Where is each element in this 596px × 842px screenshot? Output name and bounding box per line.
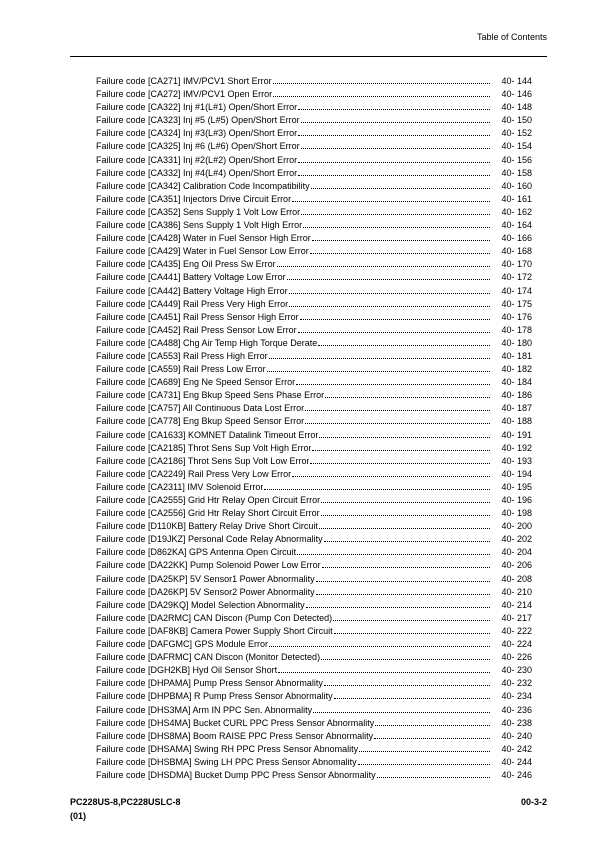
toc-entry[interactable]	[96, 468, 532, 481]
toc-entry-page: 40- 148	[501, 102, 532, 113]
toc-entry-title: Failure code [CA451] Rail Press Sensor High Error	[96, 311, 299, 322]
toc-entry[interactable]	[96, 704, 532, 717]
toc-dot-leader	[277, 260, 490, 267]
toc-entry-title: Failure code [CA2556] Grid Htr Relay Short Circuit Error	[96, 508, 320, 519]
toc-dot-leader	[319, 431, 490, 438]
toc-entry-page: 40- 232	[501, 678, 532, 689]
toc-entry-title: Failure code [DA22KK] Pump Solenoid Power Low Error	[96, 560, 321, 571]
toc-dot-leader	[319, 522, 490, 529]
toc-dot-leader	[316, 575, 490, 582]
toc-dot-leader	[321, 496, 490, 503]
toc-entry-title: Failure code [D110KB] Battery Relay Drive Short Circuit	[96, 521, 318, 532]
toc-entry[interactable]	[96, 350, 532, 363]
toc-entry-title: Failure code [CA2311] IMV Solenoid Error	[96, 481, 264, 492]
toc-entry-page: 40- 154	[501, 141, 532, 152]
toc-entry[interactable]	[96, 415, 532, 428]
toc-entry[interactable]	[96, 507, 532, 520]
toc-entry[interactable]	[96, 88, 532, 101]
toc-entry-page: 40- 174	[501, 285, 532, 296]
toc-dot-leader	[313, 706, 490, 713]
toc-entry-page: 40- 166	[501, 233, 532, 244]
toc-entry[interactable]	[96, 75, 532, 88]
toc-dot-leader	[333, 614, 490, 621]
toc-entry[interactable]	[96, 756, 532, 769]
toc-entry-page: 40- 144	[501, 76, 532, 86]
toc-entry-title: Failure code [CA2555] Grid Htr Relay Open Circuit Error	[96, 495, 321, 505]
toc-entry-page: 40- 150	[501, 115, 532, 126]
toc-entry-title: Failure code [CA352] Sens Supply 1 Volt Low Error	[96, 206, 301, 217]
toc-entry-page: 40- 204	[501, 547, 532, 558]
toc-entry-title: Failure code [CA689] Eng Ne Speed Sensor Error	[96, 377, 296, 388]
toc-entry[interactable]	[96, 219, 532, 232]
toc-entry-page: 40- 208	[501, 573, 532, 584]
toc-dot-leader	[334, 627, 490, 634]
toc-dot-leader	[321, 509, 490, 516]
toc-entry-page: 40- 184	[501, 377, 532, 388]
page-header-title: Table of Contents	[476, 32, 547, 42]
toc-entry-page: 40- 244	[501, 756, 532, 767]
toc-dot-leader	[273, 77, 490, 84]
toc-entry[interactable]	[96, 206, 532, 219]
toc-dot-leader	[298, 156, 490, 163]
toc-entry-title: Failure code [DHSDMA] Bucket Dump PPC Press Sensor Abnormality	[96, 769, 376, 780]
toc-entry[interactable]	[96, 455, 532, 468]
toc-dot-leader	[322, 561, 490, 568]
toc-entry[interactable]	[96, 311, 532, 324]
toc-dot-leader	[298, 129, 490, 136]
toc-entry-title: Failure code [CA731] Eng Bkup Speed Sens Phase Error	[96, 390, 325, 401]
toc-entry[interactable]	[96, 389, 532, 402]
toc-dot-leader	[310, 247, 490, 254]
toc-entry-page: 40- 158	[501, 167, 532, 178]
toc-entry-page: 40- 178	[501, 324, 532, 335]
toc-entry[interactable]	[96, 232, 532, 245]
toc-entry-title: Failure code [CA272] IMV/PCV1 Open Error	[96, 89, 273, 100]
toc-entry-page: 40- 164	[501, 220, 532, 231]
toc-entry-page: 40- 172	[501, 272, 532, 283]
toc-entry[interactable]	[96, 546, 532, 559]
toc-entry-title: Failure code [CA325] Inj #6 (L#6) Open/Short Error	[96, 141, 300, 152]
toc-dot-leader	[269, 352, 490, 359]
toc-entry-title: Failure code [DA2RMC] CAN Discon (Pump Con Detected)	[96, 612, 333, 623]
toc-entry[interactable]	[96, 337, 532, 350]
toc-dot-leader	[298, 326, 490, 333]
toc-dot-leader	[324, 679, 490, 686]
toc-dot-leader	[297, 548, 490, 555]
toc-entry-page: 40- 236	[501, 704, 532, 715]
toc-dot-leader	[324, 535, 490, 542]
toc-dot-leader	[374, 732, 490, 739]
toc-dot-leader	[287, 273, 490, 280]
toc-dot-leader	[298, 103, 490, 110]
toc-dot-leader	[301, 142, 490, 149]
toc-entry[interactable]	[96, 573, 532, 586]
toc-entry-page: 40- 188	[501, 416, 532, 427]
toc-dot-leader	[321, 653, 490, 660]
toc-dot-leader	[267, 365, 490, 372]
toc-entry[interactable]	[96, 730, 532, 743]
toc-entry-title: Failure code [CA271] IMV/PCV1 Short Error	[96, 76, 272, 86]
toc-entry[interactable]	[96, 559, 532, 572]
toc-dot-leader	[377, 771, 490, 778]
toc-dot-leader	[375, 719, 490, 726]
toc-entry[interactable]	[96, 402, 532, 415]
toc-dot-leader	[264, 483, 490, 490]
toc-entry-title: Failure code [CA322] Inj #1(L#1) Open/Short Error	[96, 102, 298, 113]
toc-dot-leader	[289, 300, 490, 307]
toc-entry-title: Failure code [CA2186] Throt Sens Sup Volt Low Error	[96, 455, 310, 466]
toc-dot-leader	[300, 313, 490, 320]
toc-entry-title: Failure code [CA778] Eng Bkup Speed Sensor Error	[96, 416, 305, 427]
toc-entry-page: 40- 193	[501, 455, 532, 466]
toc-entry-title: Failure code [DGH2KB] Hyd Oil Sensor Short	[96, 665, 278, 676]
toc-entry-title: Failure code [D19JKZ] Personal Code Relay Abnormality	[96, 534, 323, 545]
toc-entry-page: 40- 162	[501, 206, 532, 217]
toc-dot-leader	[316, 588, 490, 595]
footer-model-name: PC228US-8,PC228USLC-8	[70, 797, 181, 807]
toc-entry[interactable]	[96, 442, 532, 455]
toc-entry-page: 40- 230	[501, 665, 532, 676]
toc-dot-leader	[269, 640, 490, 647]
toc-dot-leader	[292, 470, 490, 477]
toc-entry-page: 40- 234	[501, 691, 532, 702]
toc-dot-leader	[311, 182, 490, 189]
toc-dot-leader	[358, 758, 490, 765]
toc-entry[interactable]	[96, 363, 532, 376]
toc-entry-page: 40- 191	[501, 429, 532, 440]
toc-entry-page: 40- 182	[501, 364, 532, 375]
toc-entry-title: Failure code [DHPAMA] Pump Press Sensor Abnormality	[96, 678, 323, 689]
toc-entry-title: Failure code [CA488] Chg Air Temp High Torque Derate	[96, 337, 318, 348]
toc-entry[interactable]	[96, 586, 532, 599]
toc-entry[interactable]	[96, 114, 532, 127]
toc-entry-page: 40- 206	[501, 560, 532, 571]
toc-entry[interactable]	[96, 769, 532, 782]
toc-entry[interactable]	[96, 520, 532, 533]
toc-entry-title: Failure code [DAF8KB] Camera Power Supply Short Circuit	[96, 625, 333, 636]
toc-entry-page: 40- 186	[501, 390, 532, 401]
toc-dot-leader	[310, 457, 490, 464]
toc-entry[interactable]	[96, 154, 532, 167]
toc-entry-title: Failure code [CA757] All Continuous Data Lost Error	[96, 403, 305, 414]
toc-dot-leader	[296, 378, 490, 385]
toc-entry-title: Failure code [CA441] Battery Voltage Low Error	[96, 272, 286, 283]
toc-entry-page: 40- 160	[501, 180, 532, 191]
toc-entry-title: Failure code [CA2249] Rail Press Very Low Error	[96, 468, 292, 479]
toc-dot-leader	[318, 339, 490, 346]
toc-entry[interactable]	[96, 625, 532, 638]
toc-entry[interactable]	[96, 612, 532, 625]
toc-entry-title: Failure code [DA29KQ] Model Selection Abnormality	[96, 599, 305, 610]
toc-dot-leader	[325, 391, 490, 398]
toc-entry-page: 40- 198	[501, 508, 532, 519]
toc-dot-leader	[312, 234, 490, 241]
toc-entry[interactable]	[96, 324, 532, 337]
toc-entry-title: Failure code [CA2185] Throt Sens Sup Volt High Error	[96, 442, 312, 453]
toc-entry-page: 40- 161	[501, 193, 532, 204]
toc-entry-page: 40- 181	[501, 350, 532, 361]
toc-entry-title: Failure code [CA1633] KOMNET Datalink Timeout Error	[96, 429, 319, 440]
toc-entry-title: Failure code [DHS8MA] Boom RAISE PPC Press Sensor Abnormality	[96, 730, 374, 741]
toc-entry-page: 40- 195	[501, 481, 532, 492]
toc-entry-title: Failure code [CA442] Battery Voltage High Error	[96, 285, 288, 296]
toc-entry-page: 40- 196	[501, 495, 532, 505]
toc-entry[interactable]	[96, 271, 532, 284]
table-of-contents-list	[96, 75, 532, 782]
toc-entry-page: 40- 168	[501, 246, 532, 257]
toc-entry[interactable]	[96, 664, 532, 677]
toc-entry[interactable]	[96, 167, 532, 180]
toc-entry-title: Failure code [DHSAMA] Swing RH PPC Press Sensor Abnomality	[96, 743, 359, 754]
toc-entry-page: 40- 200	[501, 521, 532, 532]
toc-entry[interactable]	[96, 481, 532, 494]
toc-entry[interactable]	[96, 533, 532, 546]
toc-entry-title: Failure code [D862KA] GPS Antenna Open Circuit	[96, 547, 297, 558]
toc-entry-title: Failure code [CA331] Inj #2(L#2) Open/Short Error	[96, 154, 298, 165]
toc-entry-title: Failure code [CA452] Rail Press Sensor Low Error	[96, 324, 297, 335]
toc-entry[interactable]	[96, 429, 532, 442]
toc-entry[interactable]	[96, 599, 532, 612]
toc-entry-page: 40- 152	[501, 128, 532, 139]
toc-entry-page: 40- 226	[501, 652, 532, 663]
toc-entry[interactable]	[96, 494, 532, 507]
toc-dot-leader	[334, 692, 490, 699]
toc-entry-page: 40- 240	[501, 730, 532, 741]
toc-entry-page: 40- 170	[501, 259, 532, 270]
toc-entry-title: Failure code [CA449] Rail Press Very High Error	[96, 298, 289, 309]
toc-entry-page: 40- 187	[501, 403, 532, 414]
toc-entry[interactable]	[96, 245, 532, 258]
toc-entry-title: Failure code [DHPBMA] R Pump Press Sensor Abnormality	[96, 691, 333, 702]
toc-entry[interactable]	[96, 690, 532, 703]
toc-entry-title: Failure code [CA386] Sens Supply 1 Volt High Error	[96, 220, 303, 231]
footer-revision: (01)	[70, 811, 87, 821]
toc-entry[interactable]	[96, 127, 532, 140]
toc-entry-page: 40- 156	[501, 154, 532, 165]
toc-entry-page: 40- 214	[501, 599, 532, 610]
toc-entry-title: Failure code [DHS4MA] Bucket CURL PPC Press Sensor Abnormality	[96, 717, 375, 728]
toc-entry-page: 40- 146	[501, 89, 532, 100]
footer-page-number: 00-3-2	[520, 797, 547, 807]
toc-entry-page: 40- 176	[501, 311, 532, 322]
toc-dot-leader	[273, 90, 490, 97]
toc-entry-page: 40- 175	[501, 298, 532, 309]
toc-entry-title: Failure code [DHSBMA] Swing LH PPC Press Sensor Abnomality	[96, 756, 357, 767]
toc-dot-leader	[298, 169, 490, 176]
toc-entry-title: Failure code [CA559] Rail Press Low Error	[96, 364, 266, 375]
toc-entry-page: 40- 242	[501, 743, 532, 754]
toc-entry-title: Failure code [CA435] Eng Oil Press Sw Error	[96, 259, 276, 270]
toc-entry-page: 40- 224	[501, 639, 532, 650]
toc-entry-title: Failure code [DA25KP] 5V Sensor1 Power Abnormality	[96, 573, 315, 584]
toc-dot-leader	[305, 417, 490, 424]
toc-entry-title: Failure code [DAFRMC] CAN Discon (Monitor Detected)	[96, 652, 321, 663]
toc-dot-leader	[301, 116, 490, 123]
toc-entry[interactable]	[96, 101, 532, 114]
toc-entry-page: 40- 192	[501, 442, 532, 453]
toc-entry-title: Failure code [DAFGMC] GPS Module Error	[96, 639, 269, 650]
toc-entry-title: Failure code [CA324] Inj #3(L#3) Open/Short Error	[96, 128, 298, 139]
toc-entry[interactable]	[96, 180, 532, 193]
toc-entry-title: Failure code [CA429] Water in Fuel Sensor Low Error	[96, 246, 309, 257]
toc-dot-leader	[301, 208, 490, 215]
toc-dot-leader	[278, 666, 490, 673]
toc-entry[interactable]	[96, 298, 532, 311]
toc-entry-page: 40- 238	[501, 717, 532, 728]
header-divider	[70, 56, 547, 57]
toc-entry-page: 40- 180	[501, 337, 532, 348]
toc-entry-title: Failure code [DHS3MA] Arm IN PPC Sen. Abnormality	[96, 704, 313, 715]
toc-dot-leader	[306, 601, 490, 608]
toc-entry-page: 40- 246	[501, 769, 532, 780]
toc-entry[interactable]	[96, 677, 532, 690]
toc-entry[interactable]	[96, 285, 532, 298]
toc-entry-page: 40- 217	[501, 612, 532, 623]
toc-entry[interactable]	[96, 193, 532, 206]
toc-dot-leader	[292, 195, 490, 202]
toc-dot-leader	[305, 404, 490, 411]
toc-dot-leader	[312, 444, 490, 451]
toc-entry[interactable]	[96, 717, 532, 730]
toc-entry-title: Failure code [DA26KP] 5V Sensor2 Power Abnormality	[96, 586, 315, 597]
toc-entry-title: Failure code [CA428] Water in Fuel Sensor High Error	[96, 233, 311, 244]
toc-entry-title: Failure code [CA553] Rail Press High Error	[96, 350, 268, 361]
toc-entry-title: Failure code [CA323] Inj #5 (L#5) Open/Short Error	[96, 115, 300, 126]
toc-entry-title: Failure code [CA342] Calibration Code Incompatibility	[96, 180, 310, 191]
toc-entry-page: 40- 222	[501, 625, 532, 636]
toc-entry-title: Failure code [CA332] Inj #4(L#4) Open/Short Error	[96, 167, 298, 178]
toc-entry-page: 40- 194	[501, 468, 532, 479]
toc-dot-leader	[359, 745, 490, 752]
toc-dot-leader	[289, 287, 490, 294]
toc-entry[interactable]	[96, 140, 532, 153]
toc-entry-page: 40- 210	[501, 586, 532, 597]
toc-dot-leader	[303, 221, 490, 228]
toc-entry[interactable]	[96, 258, 532, 271]
toc-entry-title: Failure code [CA351] Injectors Drive Circuit Error	[96, 193, 292, 204]
toc-entry[interactable]	[96, 638, 532, 651]
toc-entry[interactable]	[96, 376, 532, 389]
toc-entry[interactable]	[96, 651, 532, 664]
toc-entry-page: 40- 202	[501, 534, 532, 545]
toc-entry[interactable]	[96, 743, 532, 756]
